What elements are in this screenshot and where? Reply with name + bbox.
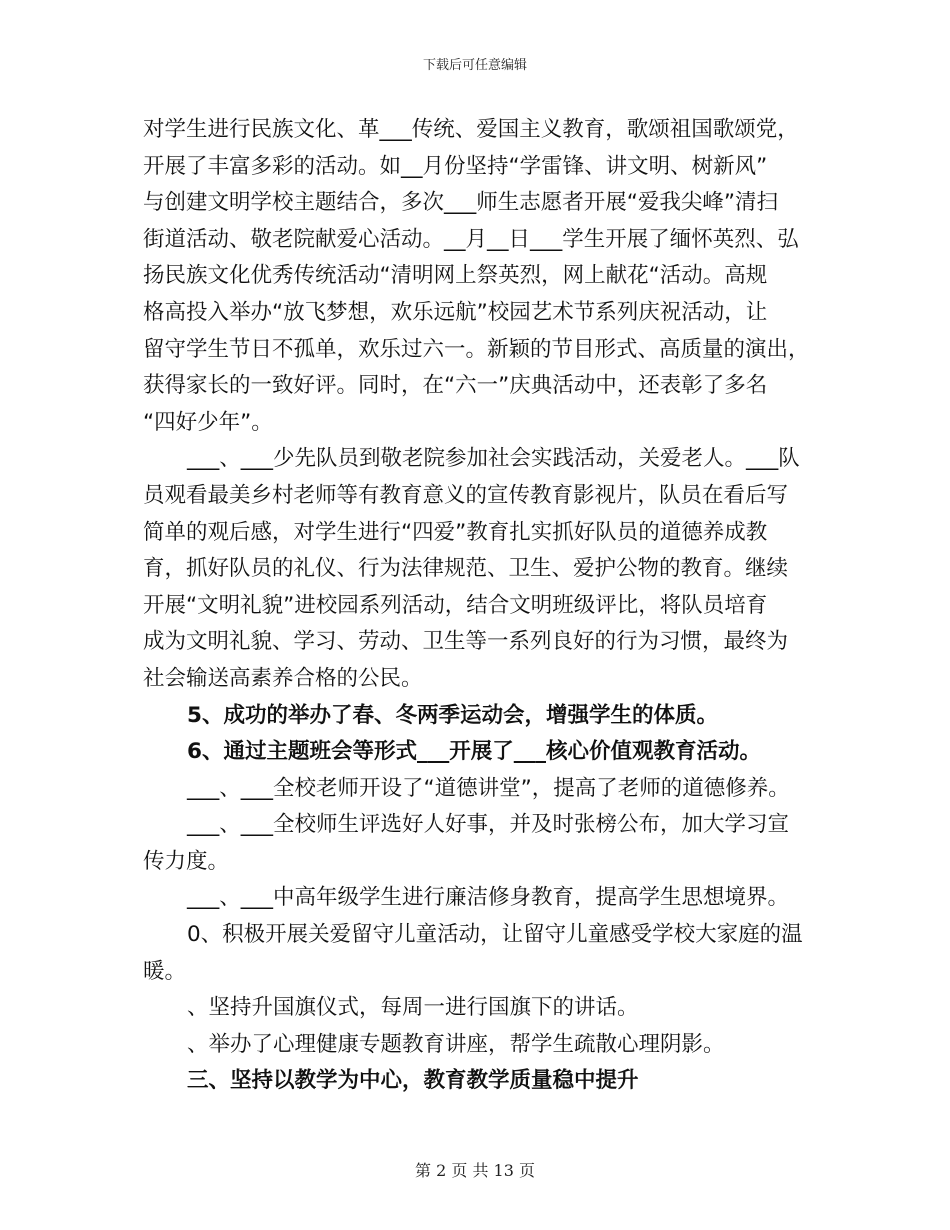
page-footer: 第 2 页 共 13 页 — [415, 1161, 535, 1180]
text-line: 、坚持升国旗仪式，每周一进行国旗下的讲话。 — [187, 995, 639, 1021]
text-line: 暖。 — [143, 958, 187, 984]
text-line: 5、成功的举办了春、冬两季运动会，增强学生的体质。 — [187, 702, 718, 728]
text-line: 三、坚持以教学为中心，教育教学质量稳中提升 — [187, 1068, 639, 1094]
text-line: 6、通过主题班会等形式___开展了___核心价值观教育活动。 — [187, 739, 761, 765]
text-line: 扬民族文化优秀传统活动“清明网上祭英烈，网上献花“活动。高规 — [143, 263, 768, 289]
text-line: 员观看最美乡村老师等有教育意义的宣传教育影视片，队员在看后写 — [143, 482, 789, 508]
text-line: 传力度。 — [143, 848, 230, 874]
text-line: 社会输送高素养合格的公民。 — [143, 665, 423, 691]
text-line: 格高投入举办“放飞梦想，欢乐远航”校园艺术节系列庆祝活动，让 — [143, 299, 768, 325]
text-line: 简单的观后感，对学生进行“四爱”教育扎实抓好队员的道德养成教 — [143, 519, 768, 545]
text-line: 0、积极开展关爱留守儿童活动，让留守儿童感受学校大家庭的温 — [187, 922, 803, 948]
text-line: 与创建文明学校主题结合，多次___师生志愿者开展“爱我尖峰”清扫 — [143, 190, 779, 216]
text-line: 成为文明礼貌、学习、劳动、卫生等一系列良好的行为习惯，最终为 — [143, 629, 789, 655]
document-body — [143, 112, 811, 1100]
text-line: 街道活动、敬老院献爱心活动。__月__日___学生开展了缅怀英烈、弘 — [143, 226, 799, 252]
text-line: 获得家长的一致好评。同时，在“六一”庆典活动中，还表彰了多名 — [143, 373, 768, 399]
text-line: 育，抓好队员的礼仪、行为法律规范、卫生、爱护公物的教育。继续 — [143, 556, 789, 582]
text-line: “四好少年”。 — [143, 409, 273, 435]
text-line: ___、___中高年级学生进行廉洁修身教育，提高学生思想境界。 — [187, 885, 790, 911]
text-line: 开展了丰富多彩的活动。如__月份坚持“学雷锋、讲文明、树新风” — [143, 153, 768, 179]
text-line: ___、___少先队员到敬老院参加社会实践活动，关爱老人。___队 — [187, 446, 800, 472]
page-header: 下载后可任意编辑 — [422, 58, 527, 73]
text-line: 对学生进行民族文化、革___传统、爱国主义教育，歌颂祖国歌颂党， — [143, 117, 799, 142]
text-line: ___、___全校老师开设了“道德讲堂”，提高了老师的道德修养。 — [187, 775, 790, 801]
text-line: ___、___全校师生评选好人好事，并及时张榜公布，加大学习宣 — [187, 812, 790, 838]
text-line: 留守学生节日不孤单，欢乐过六一。新颖的节目形式、高质量的演出， — [143, 336, 810, 362]
text-line: 开展“文明礼貌”进校园系列活动，结合文明班级评比，将队员培育 — [143, 592, 768, 618]
text-line: 、举办了心理健康专题教育讲座，帮学生疏散心理阴影。 — [187, 1031, 725, 1057]
